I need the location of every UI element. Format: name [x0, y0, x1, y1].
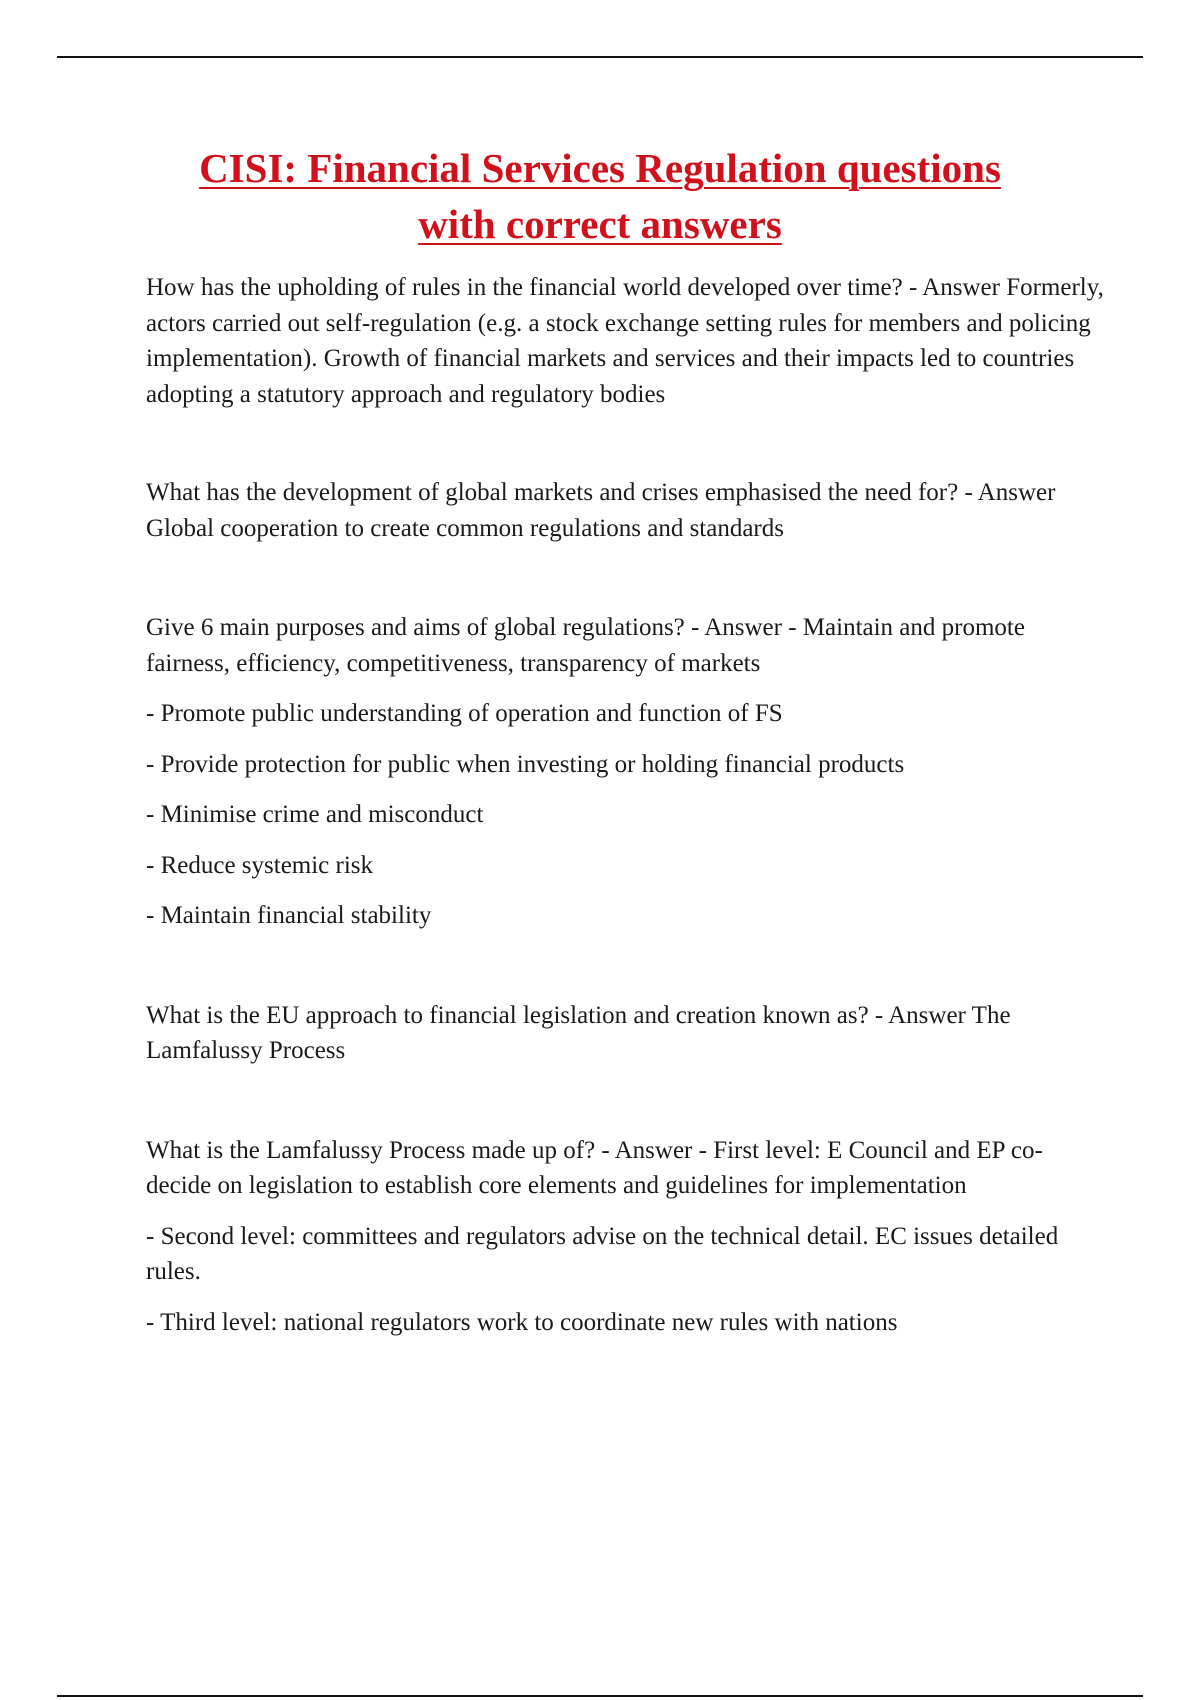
qa-line: What is the Lamfalussy Process made up of? - Answer - First level: E Council and EP co-decide on legislation to establish core elements and guidelines for implementation — [146, 1136, 1043, 1199]
qa-block — [146, 998, 1106, 1069]
title-line-1: CISI: Financial Services Regulation questions — [199, 145, 1001, 191]
document-title — [100, 140, 1100, 252]
qa-block — [146, 475, 1106, 546]
qa-bullet-line: - Provide protection for public when investing or holding financial products — [146, 750, 905, 778]
top-rule — [57, 56, 1143, 58]
document-body — [146, 270, 1106, 1340]
qa-bullet-line: - Minimise crime and misconduct — [146, 801, 484, 828]
qa-block — [146, 610, 1106, 934]
bottom-rule — [57, 1695, 1143, 1697]
qa-line: Give 6 main purposes and aims of global regulations? - Answer - Maintain and promote fairness, efficiency, competitiveness, transparency of markets — [146, 614, 1025, 677]
qa-block — [146, 1133, 1106, 1341]
qa-line: How has the upholding of rules in the financial world developed over time? - Answer Formerly, actors carried out self-regulation (e.g. a stock exchange setting rules for members and policing implementation). Growth of financial markets and services and their impacts led to countries adopting a statutory approach and regulatory bodies — [146, 274, 1104, 408]
qa-line: What is the EU approach to financial legislation and creation known as? - Answer The Lamfalussy Process — [146, 1001, 1011, 1064]
qa-block — [146, 270, 1106, 412]
qa-line: What has the development of global markets and crises emphasised the need for? - Answer Global cooperation to create common regulations and standards — [146, 479, 1056, 542]
qa-bullet-line: - Second level: committees and regulators advise on the technical detail. EC issues detailed rules. — [146, 1222, 1059, 1285]
qa-bullet-line: - Third level: national regulators work to coordinate new rules with nations — [146, 1308, 898, 1336]
qa-bullet-line: - Promote public understanding of operation and function of FS — [146, 700, 783, 727]
title-line-2: with correct answers — [418, 201, 782, 247]
qa-bullet-line: - Maintain financial stability — [146, 902, 432, 929]
qa-bullet-line: - Reduce systemic risk — [146, 851, 374, 879]
